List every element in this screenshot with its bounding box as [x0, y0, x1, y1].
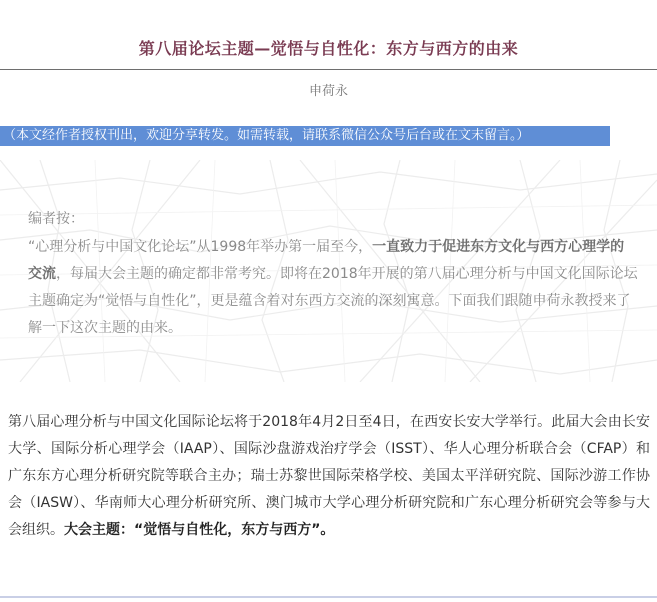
editor-note-highlight: 一直致力于促进东方文化与西方心理学的交流: [28, 239, 625, 282]
bottom-divider: [0, 596, 657, 598]
editor-note-part-1: “心理分析与中国文化论坛”从1998年举办第一届至今，: [28, 239, 373, 255]
article-author: 申荷永: [308, 84, 348, 99]
editor-note-part-2: ，每届大会主题的确定都非常考究。即将在2018年开展的第八届心理分析与中国文化国际论坛主题确定为“觉悟与自性化”，更是蕴含着对东西方交流的深刻寓意。下面我们跟随申荷永教授来了解一下这次主题的由来。: [28, 266, 638, 336]
conference-theme: 大会主题：“觉悟与自性化，东方与西方”。: [64, 522, 335, 538]
article-body-paragraph: [8, 409, 650, 544]
article-title: 第八届论坛主题—觉悟与自性化：东方与西方的由来: [138, 39, 519, 58]
editor-note-box: [0, 160, 657, 382]
editor-note-text: [28, 234, 638, 342]
body-text: 第八届心理分析与中国文化国际论坛将于2018年4月2日至4日，在西安长安大学举行。此届大会由长安大学、国际分析心理学会（IAAP）、国际沙盘游戏治疗学会（ISST）、华人心理分析联合会（CFAP）和广东东方心理分析研究院等联合主办；瑞士苏黎世国际荣格学校、美国太平洋研究院、国际沙游工作协会（IASW）、华南师大心理分析研究所、澳门城市大学心理分析研究院和广东心理分析研究会等参与大会组织。: [8, 414, 650, 538]
title-divider: [0, 69, 657, 70]
repost-notice: （本文经作者授权刊出，欢迎分享转发。如需转载，请联系微信公众号后台或在文末留言。）: [0, 126, 610, 146]
editor-note-label: 编者按：: [28, 211, 84, 227]
